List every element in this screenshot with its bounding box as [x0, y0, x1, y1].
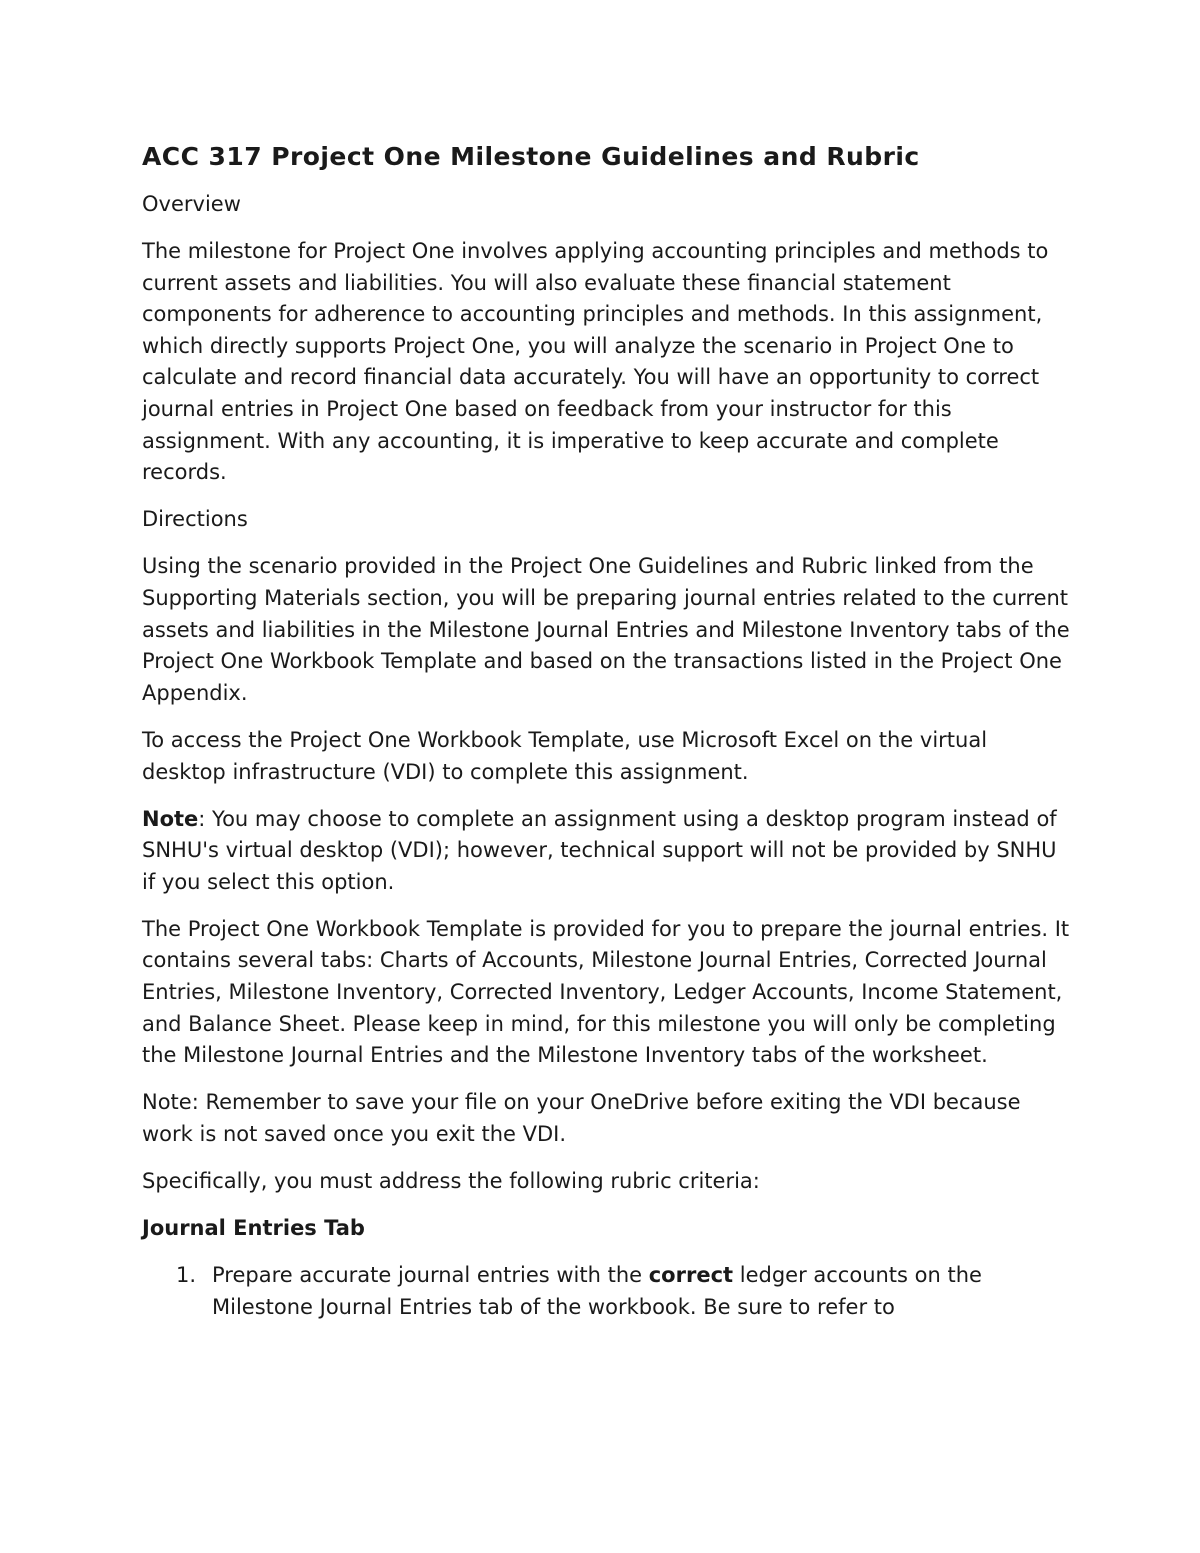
overview-heading: Overview [142, 192, 241, 216]
list-item-text-after: ledger accounts on the Milestone Journal Entries tab of the workbook. Be sure to refer to [212, 1263, 982, 1319]
note-label: Note [142, 806, 199, 831]
criteria-intro: Specifically, you must address the following rubric criteria: [142, 1169, 760, 1194]
journal-entries-tab-heading: Journal Entries Tab [142, 1216, 365, 1241]
list-item-text-before: Prepare accurate journal entries with the [212, 1263, 649, 1288]
list-item-text-bold: correct [648, 1263, 734, 1288]
note-text: : You may choose to complete an assignment using a desktop program instead of SNHU's virtual desktop (VDI); however, technical support will not be provided by SNHU if you select this option. [142, 806, 1057, 894]
document-page [142, 140, 1072, 1323]
criteria-list [142, 1260, 1072, 1323]
document-title: ACC 317 Project One Milestone Guidelines and Rubric [142, 142, 920, 171]
overview-paragraph: The milestone for Project One involves applying accounting principles and methods to current assets and liabilities. You will also evaluate these financial statement components for adherence to accounting principles and methods. In this assignment, which directly supports Project One, you will analyze the scenario in Project One to calculate and record financial data accurately. You will have an opportunity to correct journal entries in Project One based on feedback from your instructor for this assignment. With any accounting, it is imperative to keep accurate and complete records. [142, 239, 1049, 485]
list-item-number: 1. [176, 1263, 197, 1288]
directions-paragraph-2: To access the Project One Workbook Template, use Microsoft Excel on the virtual desktop infrastructure (VDI) to complete this assignment. [142, 727, 988, 784]
note-paragraph-1 [142, 804, 1072, 899]
directions-paragraph-1: Using the scenario provided in the Project One Guidelines and Rubric linked from the Supporting Materials section, you will be preparing journal entries related to the current assets and liabilities in the Milestone Journal Entries and Milestone Inventory tabs of the Project One Workbook Template and based on the transactions listed in the Project One Appendix. [142, 554, 1070, 705]
note-paragraph-2: Note: Remember to save your file on your OneDrive before exiting the VDI because work is not saved once you exit the VDI. [142, 1090, 1021, 1146]
list-item [141, 1260, 1072, 1323]
directions-heading: Directions [142, 507, 248, 532]
workbook-paragraph: The Project One Workbook Template is provided for you to prepare the journal entries. It contains several tabs: Charts of Accounts, Milestone Journal Entries, Corrected Journal Entries, Milestone Inventory, Corrected Inventory, Ledger Accounts, Income Statement, and Balance Sheet. Please keep in mind, for this milestone you will only be completing the Milestone Journal Entries and the Milestone Inventory tabs of the worksheet. [142, 916, 1070, 1068]
